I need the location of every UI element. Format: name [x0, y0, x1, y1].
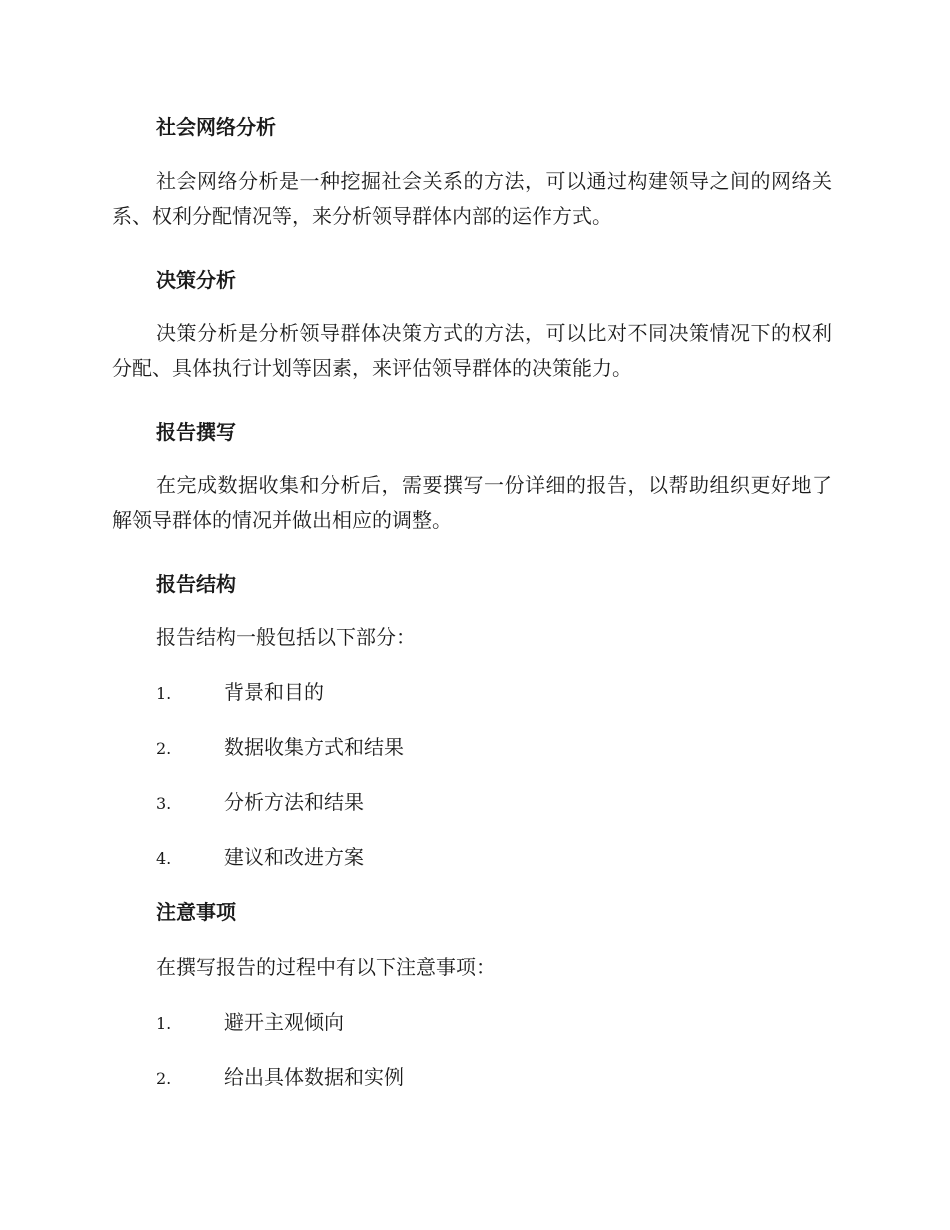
list-item-number: 2. [156, 739, 172, 758]
list-item-text: 分析方法和结果 [224, 790, 364, 814]
heading-notes: 注意事项 [156, 900, 236, 924]
list-item-text: 数据收集方式和结果 [224, 735, 404, 759]
heading-social-network-analysis: 社会网络分析 [156, 115, 276, 139]
list-item [156, 1062, 404, 1092]
list-item [156, 1007, 344, 1037]
list-item-text: 建议和改进方案 [224, 845, 364, 869]
list-item-text: 背景和目的 [224, 680, 324, 704]
list-item-number: 1. [156, 1014, 172, 1033]
heading-report-structure: 报告结构 [156, 572, 236, 596]
paragraph-social-network-analysis: 社会网络分析是一种挖掘社会关系的方法，可以通过构建领导之间的网络关系、权利分配情况等，来分析领导群体内部的运作方式。 [112, 169, 832, 228]
paragraph-report-writing: 在完成数据收集和分析后，需要撰写一份详细的报告，以帮助组织更好地了解领导群体的情况并做出相应的调整。 [112, 473, 832, 532]
list-item-number: 1. [156, 684, 172, 703]
list-item [156, 787, 364, 817]
list-item-number: 3. [156, 794, 172, 813]
list-item [156, 732, 404, 762]
list-item-number: 4. [156, 849, 172, 868]
list-item-text: 给出具体数据和实例 [224, 1065, 404, 1089]
list-item [156, 677, 324, 707]
paragraph-decision-analysis: 决策分析是分析领导群体决策方式的方法，可以比对不同决策情况下的权利分配、具体执行计划等因素，来评估领导群体的决策能力。 [112, 321, 832, 380]
list-item-number: 2. [156, 1069, 172, 1088]
heading-report-writing: 报告撰写 [156, 420, 236, 444]
list-item [156, 842, 364, 872]
intro-notes: 在撰写报告的过程中有以下注意事项： [156, 955, 496, 979]
list-item-text: 避开主观倾向 [224, 1010, 344, 1034]
intro-report-structure: 报告结构一般包括以下部分： [156, 625, 416, 649]
heading-decision-analysis: 决策分析 [156, 268, 236, 292]
